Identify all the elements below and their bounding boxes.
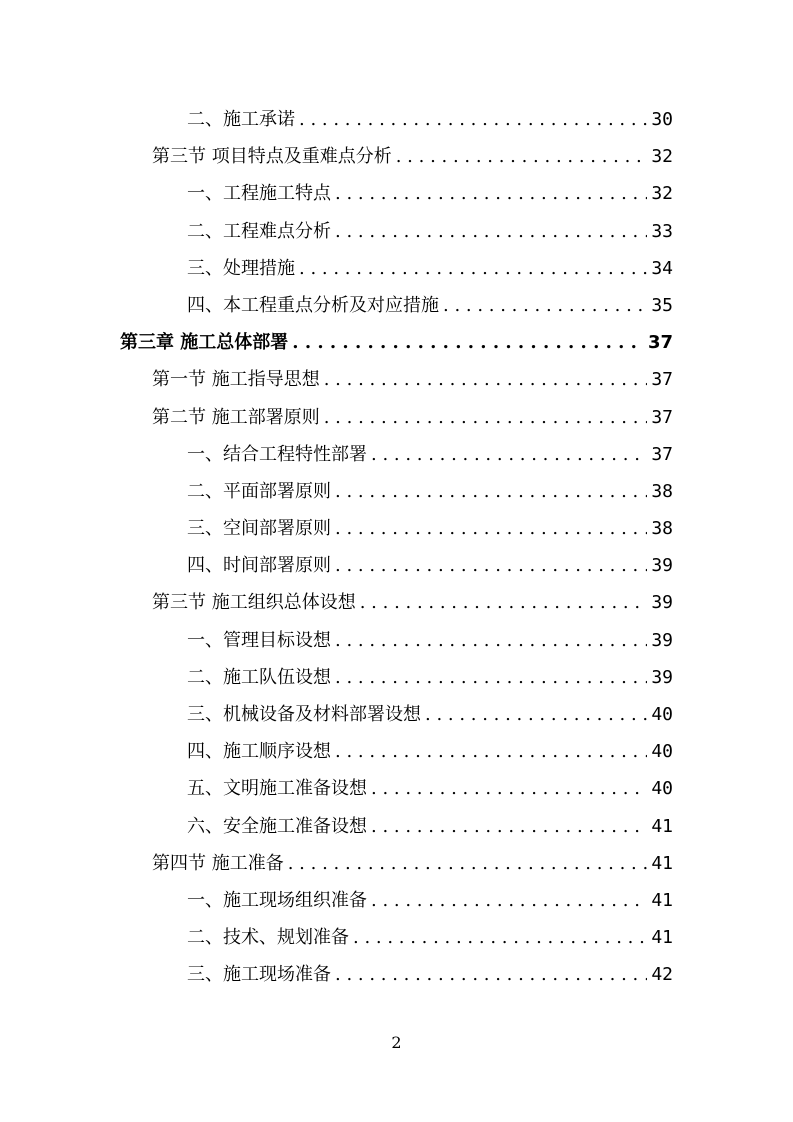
- page-number: 2: [391, 1033, 402, 1052]
- toc-entry-title: 三、施工现场准备: [187, 964, 331, 986]
- toc-entry[interactable]: [0, 659, 793, 696]
- toc-entry-title: 三、处理措施: [187, 257, 295, 279]
- toc-leader-dots: [371, 882, 647, 919]
- toc-entry-title: 二、技术、规划准备: [187, 927, 349, 949]
- toc-leader-dots: [299, 101, 647, 138]
- toc-leader-dots: [371, 808, 647, 845]
- toc-leader-dots: [335, 733, 647, 770]
- toc-entry-title: 一、工程施工特点: [187, 183, 331, 205]
- toc-entry[interactable]: [0, 622, 793, 659]
- toc-entry-page: 41: [651, 852, 673, 874]
- toc-entry-title: 六、安全施工准备设想: [187, 815, 367, 837]
- toc-entry-page: 40: [651, 778, 673, 800]
- toc-entry-page: 32: [651, 146, 673, 168]
- toc-entry[interactable]: [0, 956, 793, 993]
- toc-leader-dots: [425, 696, 647, 733]
- toc-entry-page: 39: [651, 629, 673, 651]
- toc-entry-page: 37: [651, 406, 673, 428]
- toc-leader-dots: [324, 399, 647, 436]
- toc-entry-title: 二、施工承诺: [187, 109, 295, 130]
- toc-leader-dots: [324, 361, 647, 398]
- toc-entry-title: 第一节 施工指导思想: [152, 369, 320, 391]
- toc-leader-dots: [335, 659, 647, 696]
- toc-chapter-entry[interactable]: [0, 324, 793, 361]
- toc-leader-dots: [335, 175, 647, 212]
- toc-entry-page: 41: [651, 927, 673, 949]
- toc-entry-page: 39: [651, 555, 673, 577]
- toc-entry[interactable]: [0, 696, 793, 733]
- toc-entry-title: 一、结合工程特性部署: [187, 443, 367, 465]
- toc-entry-page: 37: [647, 332, 673, 354]
- toc-entry[interactable]: [0, 436, 793, 473]
- toc-entry-page: 34: [651, 257, 673, 279]
- toc-leader-dots: [371, 770, 647, 807]
- toc-leader-dots: [360, 584, 647, 621]
- toc-entry-title: 四、时间部署原则: [187, 555, 331, 577]
- toc-leader-dots: [288, 845, 647, 882]
- toc-entry-title: 三、机械设备及材料部署设想: [187, 704, 421, 725]
- toc-entry[interactable]: [0, 399, 793, 436]
- toc-entry-title: 二、平面部署原则: [187, 480, 331, 502]
- toc-entry-page: 39: [651, 666, 673, 688]
- toc-entry-title: 二、工程难点分析: [187, 220, 331, 242]
- toc-leader-dots: [335, 213, 647, 250]
- toc-entry[interactable]: [0, 733, 793, 770]
- toc-leader-dots: [353, 919, 647, 956]
- toc-leader-dots: [335, 956, 647, 993]
- toc-entry-page: 32: [651, 183, 673, 205]
- toc-entry[interactable]: [0, 584, 793, 621]
- toc-entry[interactable]: [0, 919, 793, 956]
- toc-entry[interactable]: [0, 101, 793, 138]
- toc-entry-page: 39: [651, 592, 673, 614]
- toc-leader-dots: [443, 287, 647, 324]
- toc-entry[interactable]: [0, 138, 793, 175]
- toc-entry-title: 第二节 施工部署原则: [152, 406, 320, 428]
- toc-entry[interactable]: [0, 175, 793, 212]
- toc-leader-dots: [335, 473, 647, 510]
- toc-entry-page: 37: [651, 443, 673, 465]
- toc-entry[interactable]: [0, 287, 793, 324]
- toc-entry-page: 38: [651, 480, 673, 502]
- toc-entry-title: 第三节 施工组织总体设想: [152, 592, 356, 614]
- toc-leader-dots: [335, 622, 647, 659]
- table-of-contents: [0, 101, 793, 994]
- toc-entry-title: 第三章 施工总体部署: [120, 332, 289, 354]
- toc-leader-dots: [335, 510, 647, 547]
- toc-entry-title: 一、施工现场组织准备: [187, 889, 367, 911]
- toc-entry-page: 42: [651, 964, 673, 986]
- toc-leader-dots: [371, 436, 647, 473]
- toc-leader-dots: [292, 324, 644, 361]
- toc-entry[interactable]: [0, 547, 793, 584]
- toc-entry[interactable]: [0, 882, 793, 919]
- toc-entry[interactable]: [0, 510, 793, 547]
- toc-leader-dots: [299, 250, 647, 287]
- toc-entry-title: 四、本工程重点分析及对应措施: [187, 294, 439, 316]
- toc-leader-dots: [335, 547, 647, 584]
- toc-entry[interactable]: [0, 213, 793, 250]
- toc-entry[interactable]: [0, 473, 793, 510]
- toc-entry[interactable]: [0, 250, 793, 287]
- toc-entry-page: 41: [651, 815, 673, 837]
- toc-entry-page: 40: [651, 704, 673, 725]
- toc-entry[interactable]: [0, 770, 793, 807]
- toc-entry-title: 二、施工队伍设想: [187, 666, 331, 688]
- toc-entry-page: 30: [651, 109, 673, 130]
- toc-entry[interactable]: [0, 361, 793, 398]
- toc-leader-dots: [396, 138, 647, 175]
- toc-entry-title: 三、空间部署原则: [187, 518, 331, 540]
- toc-entry-page: 38: [651, 518, 673, 540]
- toc-entry-page: 40: [651, 741, 673, 763]
- toc-entry-title: 一、管理目标设想: [187, 629, 331, 651]
- toc-entry-title: 第四节 施工准备: [152, 852, 284, 874]
- toc-entry-title: 四、施工顺序设想: [187, 741, 331, 763]
- toc-entry-page: 35: [651, 294, 673, 316]
- toc-entry-page: 33: [651, 220, 673, 242]
- toc-entry[interactable]: [0, 808, 793, 845]
- toc-entry[interactable]: [0, 845, 793, 882]
- toc-entry-title: 五、文明施工准备设想: [187, 778, 367, 800]
- toc-entry-page: 37: [651, 369, 673, 391]
- toc-entry-page: 41: [651, 889, 673, 911]
- toc-entry-title: 第三节 项目特点及重难点分析: [152, 146, 392, 168]
